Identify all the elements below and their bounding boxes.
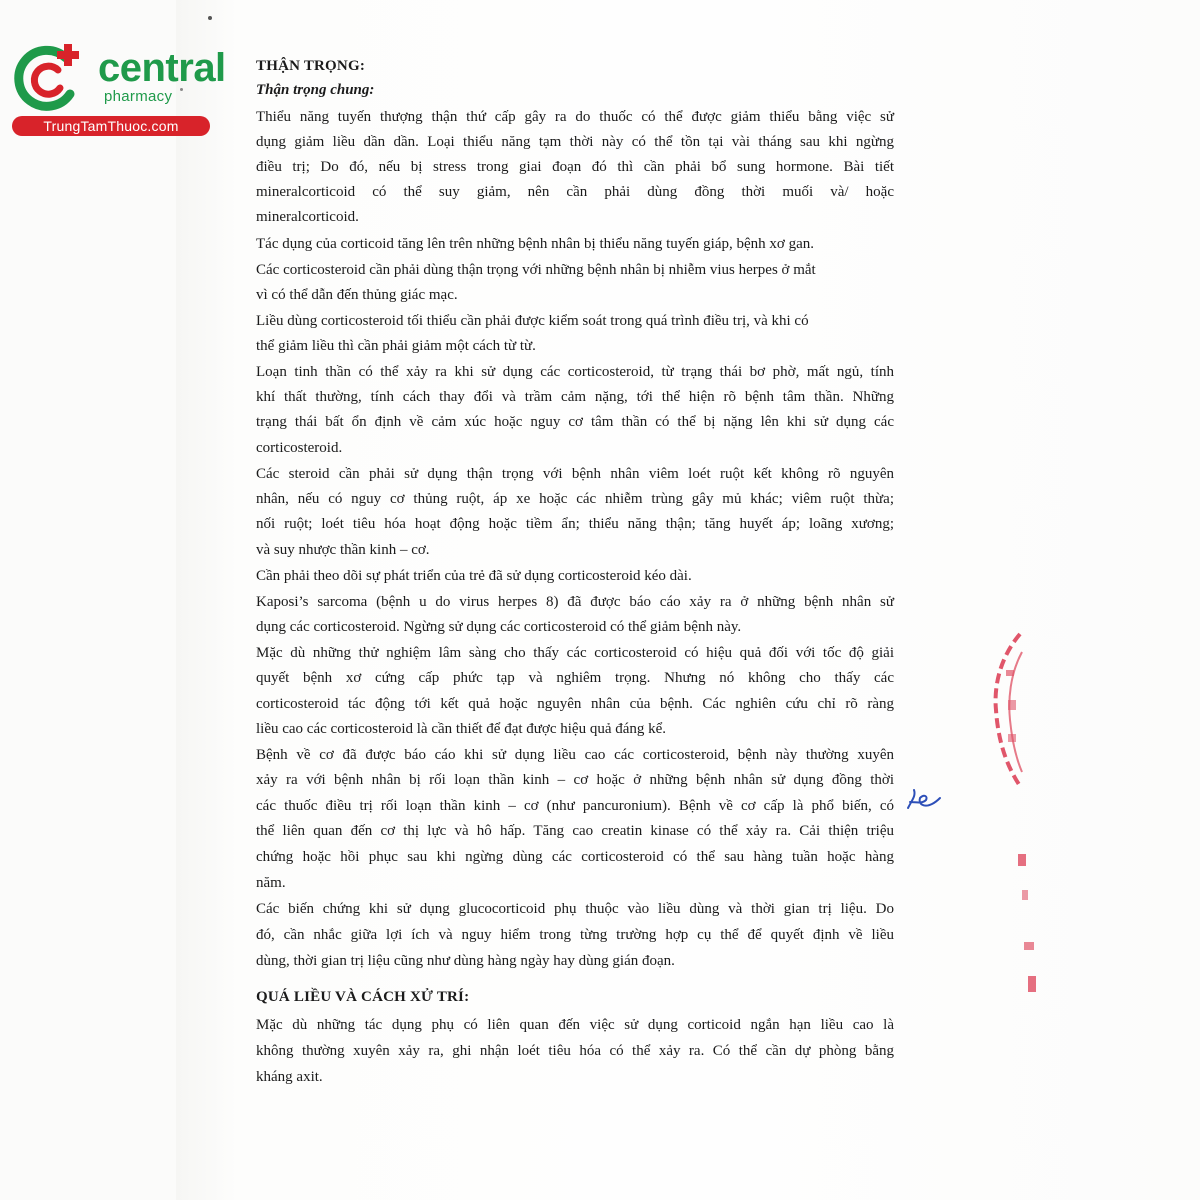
paragraph-line: liều cao các corticosteroid là cần thiết để đạt được hiệu quả đáng kể. <box>256 721 667 737</box>
paragraph-line: thể giảm liều thì cần phải giảm một cách từ từ. <box>256 338 536 354</box>
partial-red-stamp <box>1008 850 1038 1000</box>
paragraph-line: Các biến chứng khi sử dụng glucocorticoid phụ thuộc vào liều dùng và thời gian trị liệu. Do <box>256 901 894 917</box>
paragraph-line: Bệnh về cơ đã được báo cáo khi sử dụng liều cao các corticosteroid, bệnh này thường xuyên <box>256 747 894 763</box>
paragraph-line: dụng các corticosteroid. Ngừng sử dụng các corticosteroid có thể giảm bệnh này. <box>256 619 742 635</box>
paragraph-line: dùng, thời gian trị liệu cũng như dùng hàng ngày hay dùng gián đoạn. <box>256 953 675 969</box>
paragraph-line: nối ruột; loét tiêu hóa hoạt động hoặc tiềm ẩn; thiểu năng thận; tăng huyết áp; loãng xương; <box>256 516 894 532</box>
partial-red-stamp <box>984 630 1024 790</box>
paragraph-line: Liều dùng corticosteroid tối thiểu cần phải được kiểm soát trong quá trình điều trị, và khi có <box>256 313 809 329</box>
scan-speck <box>208 16 212 20</box>
paragraph-line: Mặc dù những tác dụng phụ có liên quan đến việc sử dụng corticoid ngắn hạn liều cao là <box>256 1017 894 1033</box>
paragraph-line: Các corticosteroid cần phải dùng thận trọng với những bệnh nhân bị nhiễm vius herpes ở mắt <box>256 262 816 278</box>
paragraph-line: các thuốc điều trị rối loạn thần kinh – cơ (như pancuronium). Bệnh về cơ cấp là phổ biến, có <box>256 798 894 814</box>
paragraph-line: Cần phải theo dõi sự phát triển của trẻ đã sử dụng corticosteroid kéo dài. <box>256 568 692 584</box>
logo-brand-text: central <box>98 46 226 90</box>
section-title-caution: THẬN TRỌNG: <box>256 58 366 74</box>
paragraph-line: khí thất thường, tính cách thay đổi và trầm cảm nặng, tới thể hiện rõ bệnh tâm thần. Những <box>256 389 894 405</box>
handwritten-initials-signature <box>902 786 942 816</box>
paragraph-line: mineralcorticoid. <box>256 209 359 225</box>
paragraph-line: Các steroid cần phải sử dụng thận trọng với bệnh nhân viêm loét ruột kết không rõ nguyên <box>256 466 894 482</box>
paragraph-line: corticosteroid. <box>256 440 343 456</box>
paragraph-line: kháng axit. <box>256 1069 323 1085</box>
paragraph-line: corticosteroid tác động tới kết quả hoặc nguyên nhân của bệnh. Các nghiên cứu chỉ rõ ràng <box>256 696 894 712</box>
paragraph-line: Loạn tinh thần có thể xảy ra khi sử dụng các corticosteroid, từ trạng thái bơ phờ, mất ngủ, tính <box>256 364 894 380</box>
paragraph-line: chứng hoặc hồi phục sau khi ngừng dùng các corticosteroid có thể sau hàng tuần hoặc hàng <box>256 849 894 865</box>
paragraph-line: không thường xuyên xảy ra, ghi nhận loét tiêu hóa có thể xảy ra. Có thể cần dự phòng bằng <box>256 1043 894 1059</box>
paragraph-line: Mặc dù những thử nghiệm lâm sàng cho thấy các corticosteroid có hiệu quả đối với tốc độ giải <box>256 645 894 661</box>
paragraph-line: Kaposi’s sarcoma (bệnh u do virus herpes 8) đã được báo cáo xảy ra ở những bệnh nhân sử <box>256 594 894 610</box>
paragraph-line: trạng thái bất ổn định về cảm xúc hoặc nguy cơ tâm thần có thể bị nặng lên khi sử dụng các <box>256 414 894 430</box>
paragraph-line: đó, cần nhắc giữa lợi ích và nguy hiểm trong từng trường hợp cụ thể để quyết định về liều <box>256 927 894 943</box>
paragraph-line: năm. <box>256 875 286 891</box>
paragraph-line: Tác dụng của corticoid tăng lên trên những bệnh nhân bị thiểu năng tuyến giáp, bệnh xơ gan. <box>256 236 814 252</box>
logo-c-cross-icon <box>12 40 90 118</box>
paragraph-line: Thiểu năng tuyến thượng thận thứ cấp gây ra do thuốc có thể được giảm thiểu bằng việc sử <box>256 109 894 125</box>
section-title-overdose: QUÁ LIỀU VÀ CÁCH XỬ TRÍ: <box>256 989 470 1005</box>
central-pharmacy-logo[interactable] <box>12 40 226 140</box>
logo-website-banner: TrungTamThuoc.com <box>12 116 210 136</box>
paragraph-line: và suy nhược thần kinh – cơ. <box>256 542 430 558</box>
paragraph-line: mineralcorticoid có thể suy giảm, nên cần phải dùng đồng thời muối và/ hoặc <box>256 184 894 200</box>
logo-sub-text: pharmacy <box>104 88 173 105</box>
paragraph-line: dụng giảm liều dần dần. Loại thiểu năng tạm thời này có thể tồn tại vài tháng sau khi ngừng <box>256 134 894 150</box>
paragraph-line: xảy ra với bệnh nhân bị rối loạn thần kinh – cơ hoặc ở những bệnh nhân sử dụng đồng thời <box>256 772 894 788</box>
paragraph-line: thể liên quan đến cơ thị lực và hô hấp. Tăng cao creatin kinase có thể xảy ra. Cải thiện triệu <box>256 823 894 839</box>
paragraph-line: vì có thể dẫn đến thủng giác mạc. <box>256 287 458 303</box>
section-subtitle-general-caution: Thận trọng chung: <box>256 82 375 98</box>
paragraph-line: nhân, nếu có nguy cơ thủng ruột, áp xe hoặc các nhiễm trùng gây mủ khác; viêm ruột thừa; <box>256 491 894 507</box>
paragraph-line: điều trị; Do đó, nếu bị stress trong giai đoạn đó thì cần phải bổ sung hormone. Bài tiết <box>256 159 894 175</box>
paragraph-line: quyết bệnh xơ cứng cấp phức tạp và nghiêm trọng. Nhưng nó không cho thấy các <box>256 670 894 686</box>
